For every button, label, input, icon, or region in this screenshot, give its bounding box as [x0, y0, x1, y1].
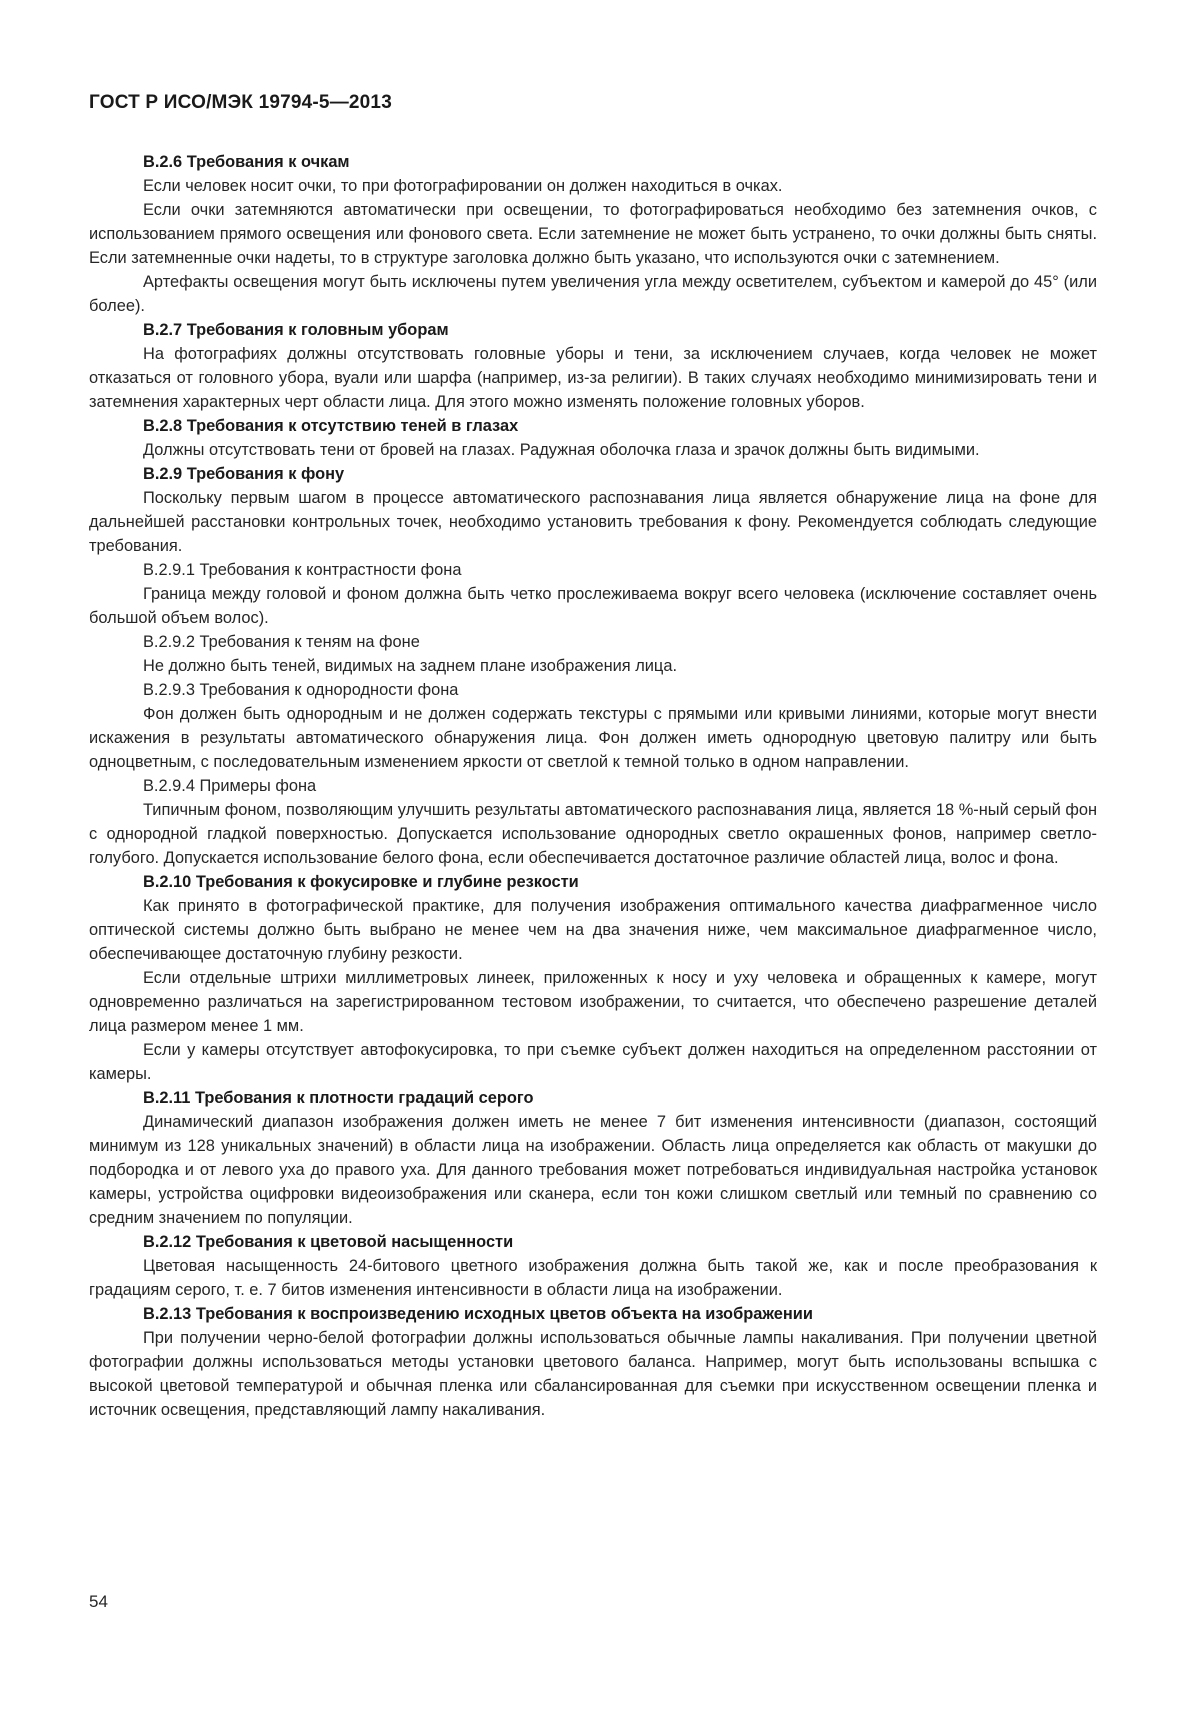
paragraph: Типичным фоном, позволяющим улучшить результаты автоматического распознавания лица, является 18 %-ный серый фон с однородной гладкой поверхностью. Допускается использование однородных светло окрашенных фонов, например светло-голубого. Допускается использование белого фона, если обеспечивается достаточное различие областей лица, волос и фона.	[89, 801, 1097, 867]
paragraph: Фон должен быть однородным и не должен содержать текстуры с прямыми или кривыми линиями, которые могут внести искажения в результаты автоматического обнаружения лица. Фон должен иметь однородную цветовую палитру или быть одноцветным, с последовательным изменением яркости от светлой к темной только в одном направлении.	[89, 705, 1097, 771]
section-heading: В.2.11 Требования к плотности градаций серого	[143, 1089, 534, 1107]
paragraph: Артефакты освещения могут быть исключены путем увеличения угла между осветителем, субъектом и камерой до 45° (или более).	[89, 273, 1097, 315]
paragraph: Не должно быть теней, видимых на заднем плане изображения лица.	[143, 657, 677, 675]
paragraph: Если очки затемняются автоматически при освещении, то фотографироваться необходимо без затемнения очков, с использованием прямого освещения или фонового света. Если затемнение не может быть устранено, то очки должны быть сняты. Если затемненные очки надеты, то в структуре заголовка должно быть указано, что используются очки с затемнением.	[89, 201, 1097, 267]
page-number: 54	[89, 1592, 108, 1611]
paragraph: При получении черно-белой фотографии должны использоваться обычные лампы накаливания. При получении цветной фотографии должны использоваться методы установки цветового баланса. Например, могут быть использованы вспышка с высокой цветовой температурой и обычная пленка или сбалансированная для съемки при искусственном освещении пленка и источник освещения, представляющий лампу накаливания.	[89, 1329, 1097, 1419]
paragraph: Как принято в фотографической практике, для получения изображения оптимального качества диафрагменное число оптической системы должно быть выбрано не менее чем на два значения ниже, чем максимальное диафрагменное число, обеспечивающее достаточную глубину резкости.	[89, 897, 1097, 963]
section-heading: В.2.13 Требования к воспроизведению исходных цветов объекта на изображении	[143, 1305, 813, 1323]
paragraph: Если человек носит очки, то при фотографировании он должен находиться в очках.	[143, 177, 783, 195]
section-heading: В.2.6 Требования к очкам	[143, 153, 350, 171]
paragraph: Цветовая насыщенность 24-битового цветного изображения должна быть такой же, как и после преобразования к градациям серого, т. е. 7 битов изменения интенсивности в области лица на изображении.	[89, 1257, 1097, 1299]
paragraph: На фотографиях должны отсутствовать головные уборы и тени, за исключением случаев, когда человек не может отказаться от головного убора, вуали или шарфа (например, из-за религии). В таких случаях необходимо минимизировать тени и затемнения характерных черт области лица. Для этого можно изменять положение головных уборов.	[89, 345, 1097, 411]
subsection-title: В.2.9.4 Примеры фона	[143, 777, 317, 795]
paragraph: Поскольку первым шагом в процессе автоматического распознавания лица является обнаружение лица на фоне для дальнейшей расстановки контрольных точек, необходимо установить требования к фону. Рекомендуется соблюдать следующие требования.	[89, 489, 1097, 555]
paragraph: Динамический диапазон изображения должен иметь не менее 7 бит изменения интенсивности (диапазон, состоящий минимум из 128 уникальных значений) в области лица на изображении. Область лица определяется как область от макушки до подбородка и от левого уха до правого уха. Для данного требования может потребоваться индивидуальная настройка установок камеры, устройства оцифровки видеоизображения или сканера, если тон кожи слишком светлый или темный по сравнению со средним значением по популяции.	[89, 1113, 1097, 1227]
document-body	[89, 150, 1097, 1422]
section-heading: В.2.8 Требования к отсутствию теней в глазах	[143, 417, 519, 435]
page-header-title: ГОСТ Р ИСО/МЭК 19794-5—2013	[89, 92, 392, 113]
paragraph: Должны отсутствовать тени от бровей на глазах. Радужная оболочка глаза и зрачок должны быть видимыми.	[143, 441, 980, 459]
section-heading: В.2.7 Требования к головным уборам	[143, 321, 449, 339]
subsection-title: В.2.9.3 Требования к однородности фона	[143, 681, 459, 699]
section-heading: В.2.12 Требования к цветовой насыщенности	[143, 1233, 514, 1251]
subsection-title: В.2.9.1 Требования к контрастности фона	[143, 561, 462, 579]
section-heading: В.2.9 Требования к фону	[143, 465, 345, 483]
section-heading: В.2.10 Требования к фокусировке и глубине резкости	[143, 873, 579, 891]
paragraph: Если отдельные штрихи миллиметровых линеек, приложенных к носу и уху человека и обращенных к камере, могут одновременно различаться на зарегистрированном тестовом изображении, то считается, что обеспечено разрешение деталей лица размером менее 1 мм.	[89, 969, 1097, 1035]
paragraph: Если у камеры отсутствует автофокусировка, то при съемке субъект должен находиться на определенном расстоянии от камеры.	[89, 1041, 1097, 1083]
subsection-title: В.2.9.2 Требования к теням на фоне	[143, 633, 420, 651]
paragraph: Граница между головой и фоном должна быть четко прослеживаема вокруг всего человека (исключение составляет очень большой объем волос).	[89, 585, 1097, 627]
